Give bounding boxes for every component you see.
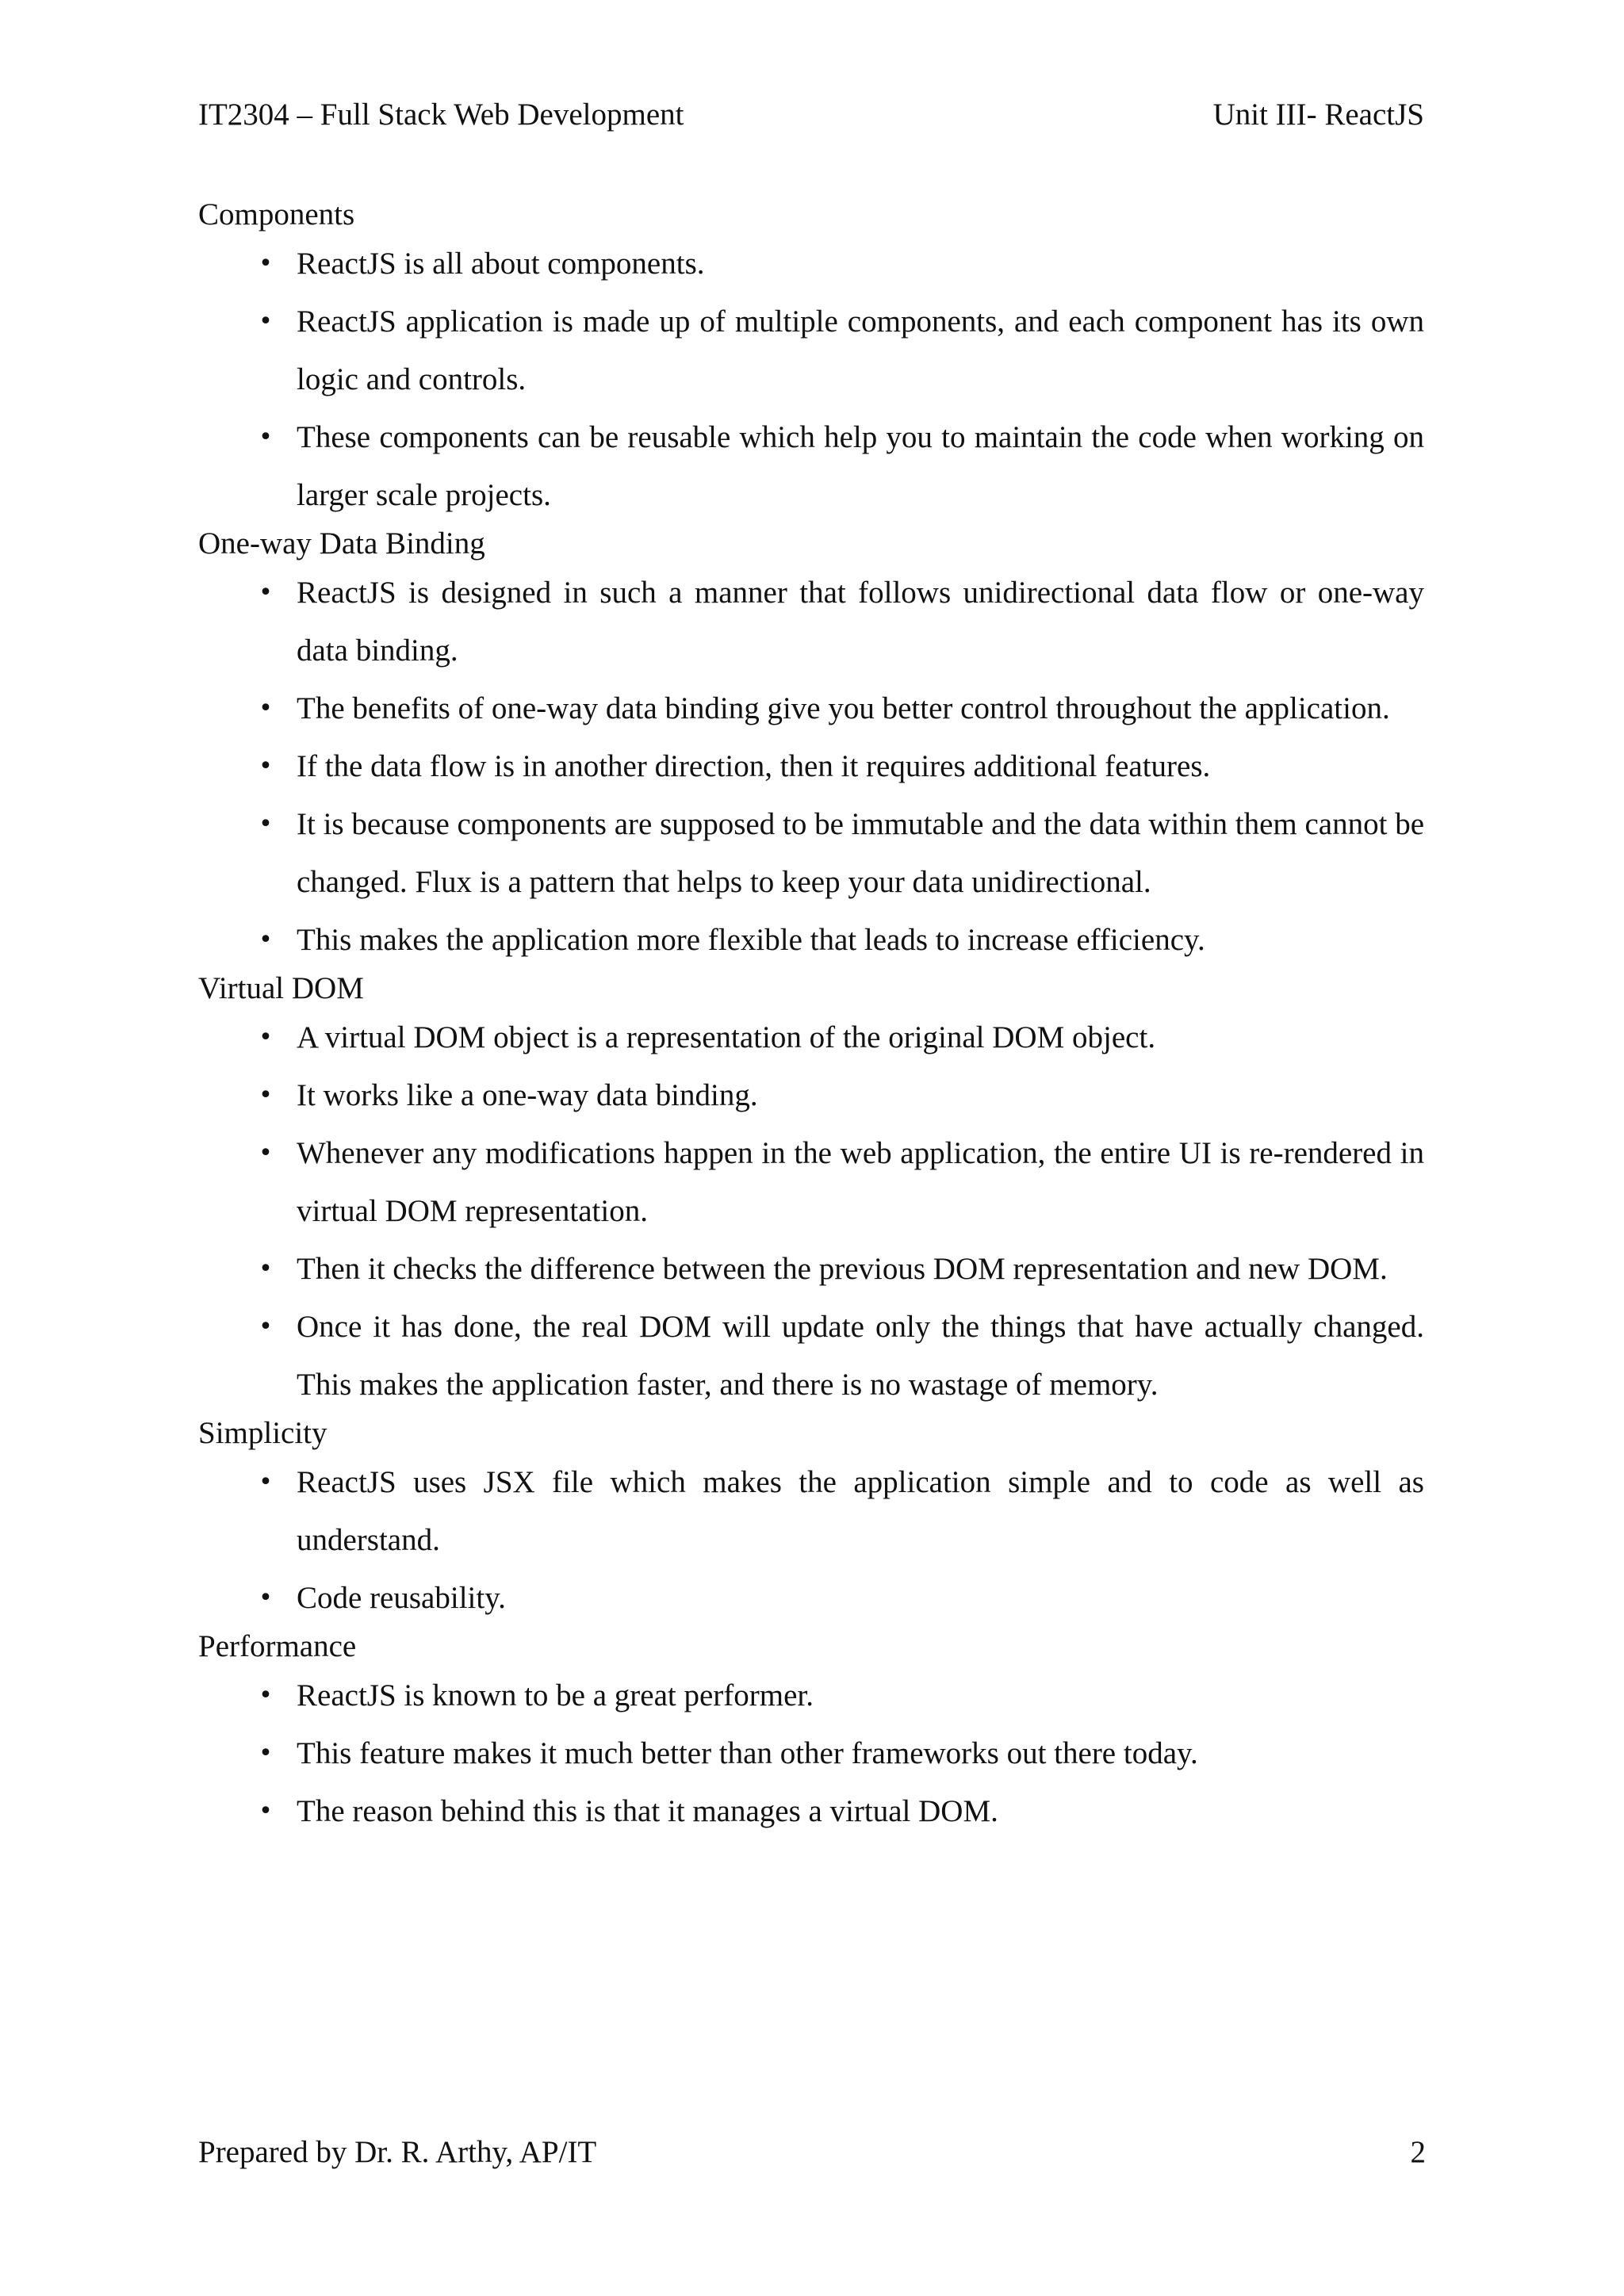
page-number: 2 <box>1410 2135 1426 2169</box>
bullet-list <box>198 235 1424 524</box>
list-item-text: ReactJS application is made up of multiple components, and each component has its own logic and controls. <box>297 304 1424 396</box>
bullet-icon: • <box>259 1255 273 1283</box>
list-item <box>198 1298 1424 1414</box>
list-item-text: ReactJS uses JSX file which makes the application simple and to code as well as understand. <box>297 1465 1424 1557</box>
section <box>198 195 1424 524</box>
section <box>198 1627 1424 1840</box>
list-item <box>198 795 1424 911</box>
list-item-text: ReactJS is known to be a great performer. <box>297 1678 814 1712</box>
bullet-icon: • <box>259 1139 273 1167</box>
header-course-title: IT2304 – Full Stack Web Development <box>198 98 684 132</box>
list-item <box>198 1724 1424 1782</box>
list-item-text: The benefits of one-way data binding give you better control throughout the application. <box>297 691 1390 725</box>
bullet-list <box>198 1453 1424 1627</box>
list-item <box>198 911 1424 969</box>
footer-author: Prepared by Dr. R. Arthy, AP/IT <box>198 2135 597 2169</box>
bullet-icon: • <box>259 1797 273 1825</box>
list-item <box>198 408 1424 524</box>
bullet-icon: • <box>259 752 273 780</box>
bullet-icon: • <box>259 1468 273 1496</box>
list-item-text: This makes the application more flexible that leads to increase efficiency. <box>297 923 1205 957</box>
page-header <box>198 95 1424 135</box>
section <box>198 1414 1424 1627</box>
bullet-icon: • <box>259 1313 273 1341</box>
list-item-text: This feature makes it much better than other frameworks out there today. <box>297 1736 1198 1770</box>
section-heading: Virtual DOM <box>198 971 364 1005</box>
list-item-text: If the data flow is in another direction, then it requires additional features. <box>297 749 1211 783</box>
list-item-text: These components can be reusable which help you to maintain the code when working on larger scale projects. <box>297 420 1424 512</box>
list-item <box>198 564 1424 679</box>
list-item <box>198 679 1424 737</box>
bullet-icon: • <box>259 1024 273 1051</box>
bullet-list <box>198 1008 1424 1414</box>
list-item-text: A virtual DOM object is a representation of the original DOM object. <box>297 1020 1156 1054</box>
bullet-icon: • <box>259 810 273 838</box>
list-item-text: Then it checks the difference between the previous DOM representation and new DOM. <box>297 1252 1388 1286</box>
bullet-icon: • <box>259 308 273 335</box>
list-item <box>198 1008 1424 1066</box>
list-item-text: ReactJS is all about components. <box>297 247 705 281</box>
list-item <box>198 235 1424 293</box>
bullet-icon: • <box>259 926 273 954</box>
list-item-text: It works like a one-way data binding. <box>297 1078 758 1112</box>
list-item <box>198 1240 1424 1298</box>
bullet-icon: • <box>259 1682 273 1709</box>
list-item-text: Whenever any modifications happen in the web application, the entire UI is re-rendered in virtual DOM representation. <box>297 1136 1424 1228</box>
list-item <box>198 293 1424 408</box>
list-item <box>198 1667 1424 1724</box>
section-heading: Performance <box>198 1629 357 1663</box>
list-item-text: Once it has done, the real DOM will update only the things that have actually changed. This makes the application faster, and there is no wastage of memory. <box>297 1310 1424 1402</box>
bullet-icon: • <box>259 695 273 722</box>
bullet-icon: • <box>259 1081 273 1109</box>
header-unit-title: Unit III- ReactJS <box>1212 98 1424 132</box>
bullet-list <box>198 564 1424 969</box>
bullet-icon: • <box>259 579 273 607</box>
bullet-list <box>198 1667 1424 1840</box>
list-item <box>198 1066 1424 1124</box>
list-item <box>198 1569 1424 1627</box>
section <box>198 969 1424 1414</box>
page-content <box>198 195 1424 1840</box>
list-item-text: It is because components are supposed to be immutable and the data within them cannot be changed. Flux is a pattern that helps to keep your data unidirectional. <box>297 807 1425 899</box>
bullet-icon: • <box>259 423 273 451</box>
section-heading: One-way Data Binding <box>198 526 485 561</box>
bullet-icon: • <box>259 1584 273 1612</box>
section-heading: Simplicity <box>198 1416 327 1450</box>
page-footer <box>198 2133 1426 2172</box>
bullet-icon: • <box>259 1739 273 1767</box>
list-item <box>198 1124 1424 1240</box>
list-item-text: ReactJS is designed in such a manner that follows unidirectional data flow or one-way data binding. <box>297 576 1424 668</box>
section <box>198 524 1424 969</box>
section-heading: Components <box>198 197 355 232</box>
list-item <box>198 1782 1424 1840</box>
list-item-text: Code reusability. <box>297 1581 506 1615</box>
list-item <box>198 737 1424 795</box>
list-item-text: The reason behind this is that it manages a virtual DOM. <box>297 1794 998 1828</box>
bullet-icon: • <box>259 250 273 277</box>
list-item <box>198 1453 1424 1569</box>
